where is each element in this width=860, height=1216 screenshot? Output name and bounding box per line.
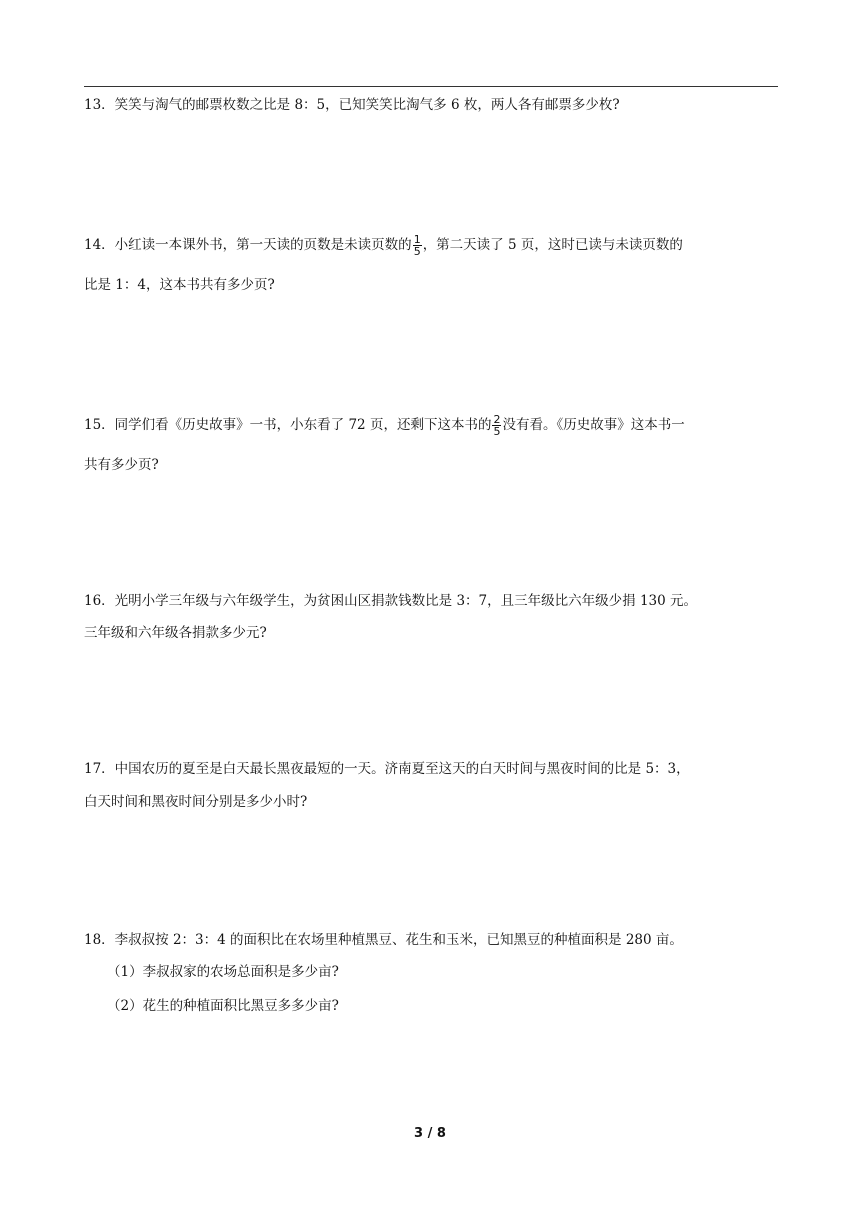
question-14 <box>84 234 784 257</box>
question-18 <box>84 931 784 949</box>
question-14-text-c: 比是 1：4，这本书共有多少页? <box>84 277 275 293</box>
question-16-text-a: 16．光明小学三年级与六年级学生，为贫困山区捐款钱数比是 3：7，且三年级比六年级少捐 130 元。 <box>84 593 697 609</box>
header-rule <box>84 86 778 87</box>
fraction-two-fifths <box>492 414 501 437</box>
question-18-sub-2 <box>107 997 807 1015</box>
question-15-text-b: 没有看。《历史故事》这本书一 <box>502 417 685 433</box>
page-number: 3 / 8 <box>414 1126 446 1141</box>
question-14-line-2 <box>84 276 784 294</box>
question-16-line-2 <box>84 624 784 642</box>
question-14-text-b: ，第二天读了 5 页，这时已读与未读页数的 <box>422 237 683 253</box>
question-14-text-a: 14．小红读一本课外书，第一天读的页数是未读页数的 <box>84 237 412 253</box>
fraction-denominator: 5 <box>493 425 501 438</box>
question-15-text-a: 15．同学们看《历史故事》一书，小东看了 72 页，还剩下这本书的 <box>84 417 492 433</box>
question-15-line-2 <box>84 456 784 474</box>
question-15 <box>84 414 784 437</box>
question-15-text-c: 共有多少页? <box>84 457 159 473</box>
question-13 <box>84 96 784 114</box>
fraction-numerator: 1 <box>413 233 421 246</box>
question-17-text-a: 17．中国农历的夏至是白天最长黑夜最短的一天。济南夏至这天的白天时间与黑夜时间的比是 5：3， <box>84 761 690 777</box>
fraction-one-fifth <box>413 234 422 257</box>
question-18-sub-1-text: （1）李叔叔家的农场总面积是多少亩? <box>107 964 339 980</box>
question-18-text: 18．李叔叔按 2：3：4 的面积比在农场里种植黑豆、花生和玉米，已知黑豆的种植面积是 280 亩。 <box>84 932 683 948</box>
question-13-text: 13．笑笑与淘气的邮票枚数之比是 8：5，已知笑笑比淘气多 6 枚，两人各有邮票多少枚? <box>84 97 620 113</box>
question-17 <box>84 760 784 778</box>
question-16 <box>84 592 784 610</box>
fraction-denominator: 5 <box>413 245 421 258</box>
question-16-text-b: 三年级和六年级各捐款多少元? <box>84 625 267 641</box>
question-17-text-b: 白天时间和黑夜时间分别是多少小时? <box>84 794 308 810</box>
question-18-sub-1 <box>107 963 807 981</box>
question-17-line-2 <box>84 793 784 811</box>
question-18-sub-2-text: （2）花生的种植面积比黑豆多多少亩? <box>107 998 339 1014</box>
fraction-numerator: 2 <box>493 413 501 426</box>
